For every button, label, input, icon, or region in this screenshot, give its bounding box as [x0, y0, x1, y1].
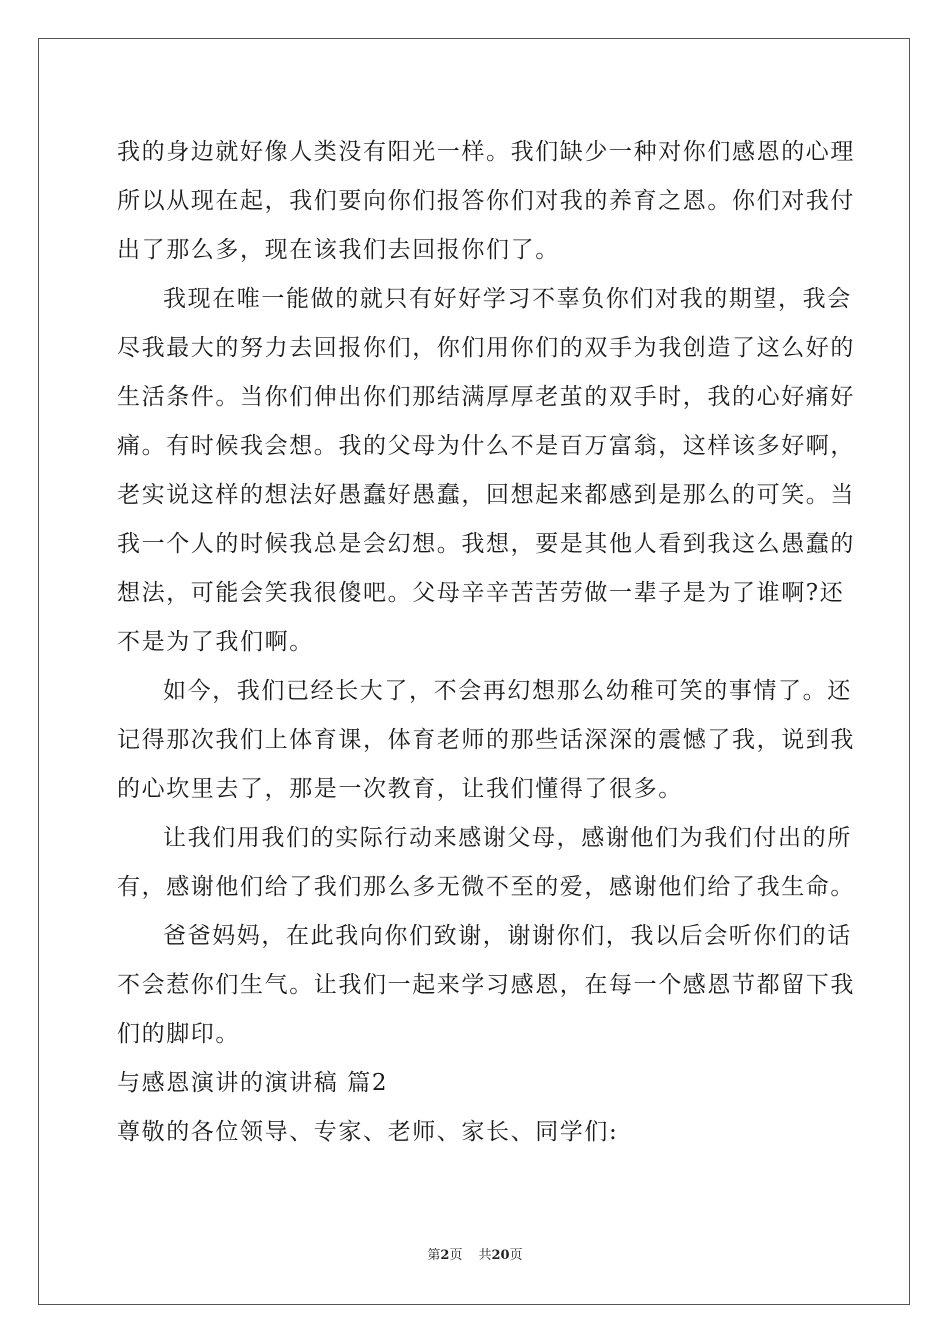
text-line: 爸爸妈妈，在此我向你们致谢，谢谢你们，我以后会听你们的话 — [163, 923, 852, 949]
total-label-prefix: 共 — [478, 1248, 492, 1263]
text-line: 不是为了我们啊。 — [117, 629, 314, 655]
text-line: 生活条件。当你们伸出你们那结满厚厚老茧的双手时，我的心好痛好 — [117, 384, 855, 410]
total-label-suffix: 页 — [509, 1248, 523, 1263]
text-line: 如今，我们已经长大了，不会再幻想那么幼稚可笑的事情了。还 — [163, 678, 852, 704]
page-label-prefix: 第 — [427, 1248, 441, 1263]
text-line: 有，感谢他们给了我们那么多无微不至的爱，感谢他们给了我生命。 — [117, 874, 855, 900]
text-line: 尽我最大的努力去回报你们，你们用你们的双手为我创造了这么好的 — [117, 335, 855, 361]
text-line: 的心坎里去了，那是一次教育，让我们懂得了很多。 — [117, 776, 683, 802]
salutation-line: 尊敬的各位领导、专家、老师、家长、同学们: — [117, 1119, 619, 1145]
text-line: 所以从现在起，我们要向你们报答你们对我的养育之恩。你们对我付 — [117, 188, 855, 214]
page-footer — [0, 1246, 950, 1266]
text-line: 我现在唯一能做的就只有好好学习不辜负你们对我的期望，我会 — [163, 286, 852, 312]
current-page-number: 2 — [440, 1248, 450, 1263]
text-line: 们的脚印。 — [117, 1021, 240, 1047]
text-line: 想法，可能会笑我很傻吧。父母辛辛苦苦劳做一辈子是为了谁啊?还 — [117, 580, 845, 606]
text-line: 出了那么多，现在该我们去回报你们了。 — [117, 237, 560, 263]
page-label-suffix: 页 — [449, 1248, 463, 1263]
text-line: 记得那次我们上体育课，体育老师的那些话深深的震憾了我，说到我 — [117, 727, 855, 753]
document-body — [117, 128, 855, 1157]
text-line: 老实说这样的想法好愚蠢好愚蠢，回想起来都感到是那么的可笑。当 — [117, 482, 855, 508]
text-line: 我的身边就好像人类没有阳光一样。我们缺少一种对你们感恩的心理 — [117, 139, 855, 165]
text-line: 我一个人的时候我总是会幻想。我想，要是其他人看到我这么愚蠢的 — [117, 531, 855, 557]
text-line: 让我们用我们的实际行动来感谢父母，感谢他们为我们付出的所 — [163, 825, 852, 851]
total-page-count: 20 — [491, 1248, 510, 1263]
text-line: 不会惹你们生气。让我们一起来学习感恩，在每一个感恩节都留下我 — [117, 972, 855, 998]
text-line: 痛。有时候我会想。我的父母为什么不是百万富翁，这样该多好啊， — [117, 433, 855, 459]
section-heading: 与感恩演讲的演讲稿 篇2 — [117, 1070, 389, 1096]
